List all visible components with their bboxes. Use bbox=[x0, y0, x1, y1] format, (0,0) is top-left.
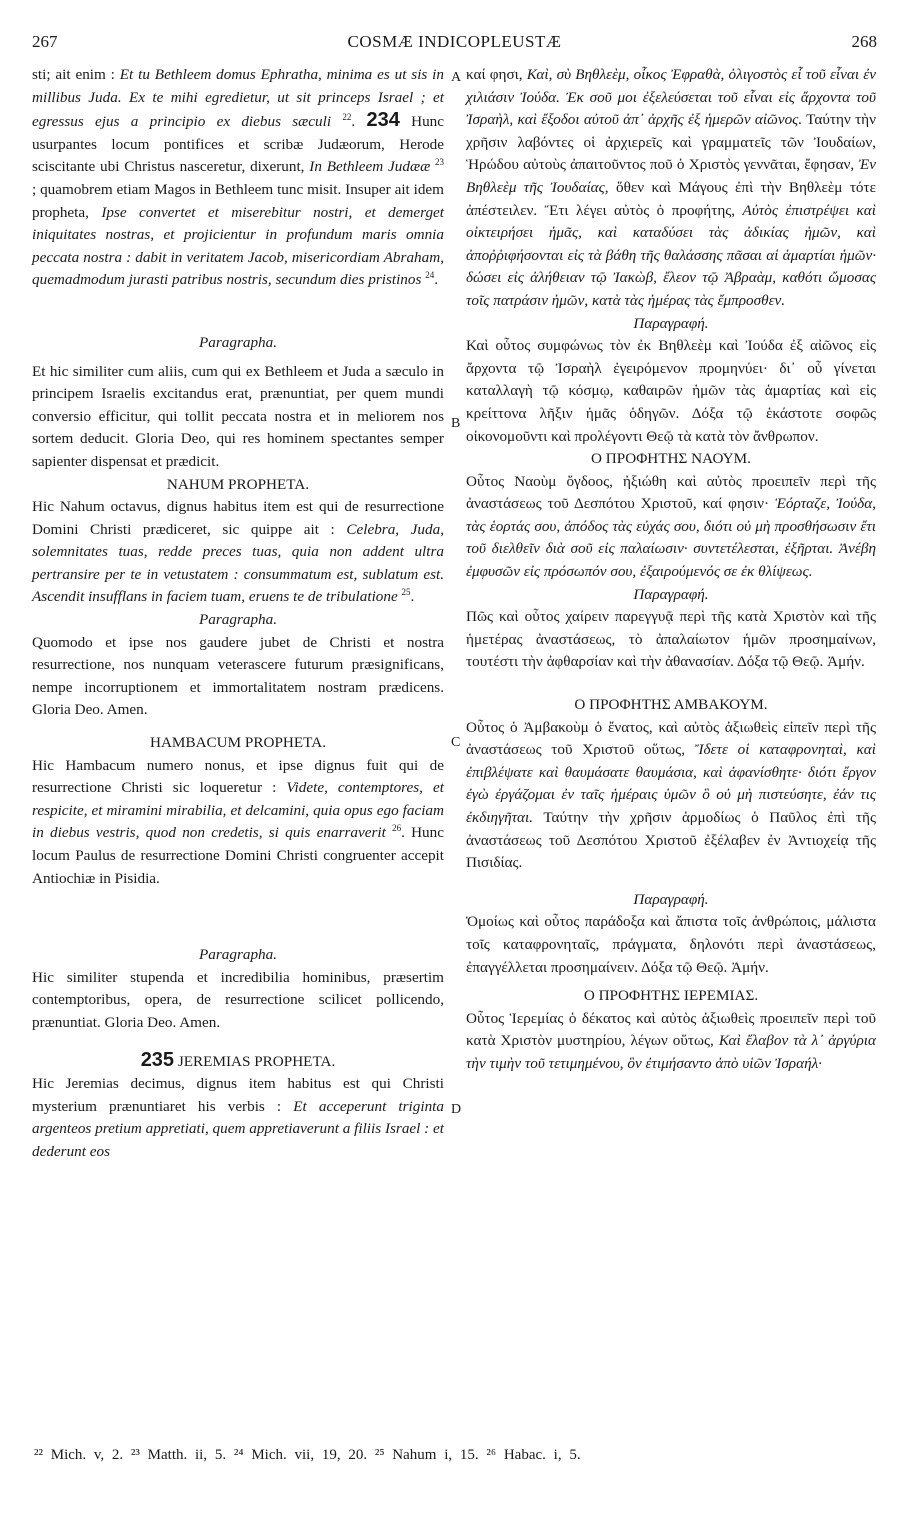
text: Οὗτος Ναοὺμ ὄγδοος, ἠξιώθη καὶ αὐτὸς προειπεῖν περὶ τῆς ἀναστάσεως τοῦ Δεσπότου Χριστοῦ, καί φησιν· bbox=[466, 472, 876, 513]
quotation: Celebra, Juda, solemnitates tuas, redde preces tuas, quia non addent ultra pertransire per te in vetustatem : consummatum est, sublatum est. Ascendit insufflans in faciem tuam, eruens te de tribulatione bbox=[32, 520, 444, 606]
quotation: In Bethleem Judææ bbox=[309, 158, 431, 176]
text: Hunc locum Paulus de resurrectione Domini Christi congruenter accepit Antiochiæ in Pisidia. bbox=[32, 824, 444, 887]
greek-paragraph: Καὶ οὗτος συμφώνως τὸν ἐκ Βηθλεὲμ καὶ Ἰούδα ἐξ αἰῶνος εἰς ἄρχοντα τῷ Ἰσραὴλ ἐγειρόμενον προμηνύει· δι᾽ οὗ γίνεται καταλλαγὴ τῷ κόσμῳ, καθαιρῶν ἡμῶν τὰς ἁμαρτίας καὶ εἰς κρείττονα λῆξιν ἡμᾶς ὁδηγῶν. Δόξα τῷ ἑκάστοτε σοφῶς οἰκονομοῦντι καὶ προλέγοντι Θεῷ τὰ κατὰ τὸν ἄνθρωπον. bbox=[466, 337, 876, 445]
footnote-ref: 22 bbox=[342, 112, 352, 123]
heading-text: JEREMIAS PROPHETA. bbox=[174, 1052, 336, 1070]
greek-paragraph: Ὁμοίως καὶ οὗτος παράδοξα καὶ ἄπιστα τοῖς ἀνθρώποις, μάλιστα τοῖς καταφρονηταῖς, πράγματα, δηλονότι περὶ ἀναστάσεως, ἐπαγγέλλεται προσημαίνειν. Δόξα τῷ Θεῷ. Ἀμήν. bbox=[466, 913, 876, 976]
running-title: COSMÆ INDICOPLEUSTÆ bbox=[347, 32, 562, 51]
text: ; quamobrem etiam Magos in Bethleem tunc misit. Insuper ait idem propheta, bbox=[32, 180, 444, 221]
quotation: Αὐτὸς ἐπιστρέψει καὶ οἰκτειρήσει ἡμᾶς, καὶ καταδύσει τὰς ἀδικίας ἡμῶν, καὶ ἀποῤῥιφήσονται εἰς τὰ βάθη τῆς θαλάσσης πᾶσαι αἱ ἁμαρτίαι ἡμῶν· δώσει εἰς ἀλήθειαν τῷ Ἰακὼβ, ἔλεον τῷ Ἀβραὰμ, καθότι ὤμοσας τοῖς πατράσιν ἡμῶν, κατὰ τὰς ἡμέρας τὰς ἔμπροσθεν. bbox=[466, 201, 876, 309]
margin-marker-c: C bbox=[451, 735, 461, 750]
latin-paragraph: Quomodo et ipse nos gaudere jubet de Christi et nostra resurrectione, nos nunquam veterascere futurum præsignificans, nempe incorruptionem et immortalitatem nostram prædicens. Gloria Deo. Amen. bbox=[32, 633, 444, 719]
quotation: Ἐν Βηθλεὲμ τῆς Ἰουδαίας, bbox=[466, 156, 876, 196]
footnote-ref: 24 bbox=[425, 270, 435, 281]
page-number-right: 268 bbox=[851, 32, 877, 51]
text: καί φησι, bbox=[466, 66, 527, 83]
text: Hic Hambacum numero nonus, et ipse dignus fuit qui de resurrectione Christi sic loqueretur : bbox=[32, 756, 444, 797]
footnote-ref: 23 bbox=[435, 157, 445, 168]
paragraphe-heading: Παραγραφή. bbox=[633, 314, 709, 332]
section-heading-ambakoum: Ο ΠΡΟΦΗΤΗΣ ΑΜΒΑΚΟΥΜ. bbox=[574, 696, 768, 714]
paragraphe-heading: Παραγραφή. bbox=[633, 890, 709, 908]
section-heading-naoum: Ο ΠΡΟΦΗΤΗΣ ΝΑΟΥΜ. bbox=[591, 450, 751, 468]
quotation: Καὶ, σὺ Βηθλεὲμ, οἶκος Ἐφραθὰ, ὀλιγοστὸς εἶ τοῦ εἶναι ἐν χιλιάσιν Ἰούδα. Ἐκ σοῦ μοι ἐξελεύσεται τοῦ εἶναι εἰς ἄρχοντα τοῦ Ἰσραὴλ, καὶ ἔξοδοι αὐτοῦ ἀπ᾽ ἀρχῆς ἐξ ἡμερῶν αἰῶνος. bbox=[466, 66, 876, 129]
margin-marker-d: D bbox=[451, 1102, 462, 1117]
text: Ταύτην τὴν χρῆσιν λαβόντες οἱ ἀρχιερεῖς καὶ γραμματεῖς τῶν Ἰουδαίων, Ἡρώδου αὐτοὺς ἀπαιτοῦντος ποῦ ὁ Χριστὸς γεννᾶται, ἔφησαν, bbox=[466, 111, 876, 174]
quotation: Et tu Bethleem domus Ephratha, minima es ut sis in millibus Juda. Ex te mihi egredietur, ut sit princeps Israel ; et egressus ejus a principio ex diebus sæculi bbox=[32, 66, 444, 131]
section-heading-nahum: NAHUM PROPHETA. bbox=[166, 475, 310, 493]
section-heading-ieremias: Ο ΠΡΟΦΗΤΗΣ ΙΕΡΕΜΙΑΣ. bbox=[583, 987, 759, 1005]
column-number: 235 bbox=[140, 1048, 175, 1071]
quotation: Et acceperunt triginta argenteos pretium appretiati, quem appretiaverunt a filiis Israel : et dederunt eos bbox=[32, 1097, 444, 1160]
text: Hunc usurpantes locum pontifices et scribæ Judæorum, Herode sciscitante ubi Christus nasceretur, dixerunt, bbox=[32, 113, 444, 176]
greek-paragraph bbox=[466, 471, 876, 584]
text: Hic Jeremias decimus, dignus item habitus est qui Christi mysterium prænuntiaret his verbis : bbox=[32, 1075, 444, 1115]
margin-marker-b: B bbox=[451, 416, 461, 431]
text: Hic Nahum octavus, dignus habitus item est qui de resurrectione Domini Christi prædiceret, sic quippe ait : bbox=[32, 498, 444, 538]
footnotes: ²² Mich. v, 2. ²³ Matth. ii, 5. ²⁴ Mich. vii, 19, 20. ²⁵ Nahum i, 15. ²⁶ Habac. i, 5. bbox=[34, 1447, 581, 1463]
quotation: Ipse convertet et miserebitur nostri, et demerget iniquitates nostras, et projicientur in profundum maris omnia peccata nostra : dabit in veritatem Jacob, misericordiam Abraham, quemadmodum jurasti patribus nostris, secundum dies pristinos bbox=[32, 203, 444, 289]
paragrapha-heading: Paragrapha. bbox=[198, 946, 278, 964]
text: Οὗτος ὁ Ἀμβακοὺμ ὁ ἔνατος, καὶ αὐτὸς ἀξιωθεὶς εἰπεῖν περὶ τῆς ἀναστάσεως τοῦ Χριστοῦ οὕτως, bbox=[466, 718, 876, 759]
section-heading-hambacum: HAMBACUM PROPHETA. bbox=[150, 734, 326, 752]
paragraphe-heading: Παραγραφή. bbox=[633, 585, 709, 603]
text: ὅθεν καὶ Μάγους ἐπὶ τὴν Βηθλεὲμ τότε ἀπέστειλεν. Ἔτι λέγει αὐτὸς ὁ προφήτης, bbox=[466, 178, 876, 219]
latin-paragraph: Et hic similiter cum aliis, cum qui ex Bethleem et Juda a sæculo in principem Israelis excitandus erat, prænuntiat, per quem mundi conversio efficitur, qui tollit peccata nostra et in meliorem nos sortem deducit. Gloria Deo, qui res hominem spectantes semper sapienter dispensat et prædicit. bbox=[32, 362, 444, 470]
latin-paragraph: sti; ait enim : Et tu Bethleem domus Ephratha, minima es ut sis in millibus Juda. Ex te mihi egredietur, ut sit princeps Israel ; et egressus ejus a principio ex diebus sæculi $^{22}$. 234 Hunc usurpantes locum pontifices et scribæ Judæorum, Herode sciscitante ubi Christus nasceretur, dixerunt, In Bethleem Judææ $^{23}$ ; quamobrem etiam Magos in Bethleem tunc misit. Insuper ait idem propheta, Ipse convertet et miserebitur nostri, et demerget iniquitates nostras, et projicientur in profundum maris omnia peccata nostra : dabit in veritatem Jacob, misericordiam Abraham, quemadmodum jurasti patribus nostris, secundum dies pristinos $^{24}$. bbox=[32, 66, 445, 289]
text: sti; ait enim : bbox=[32, 66, 120, 83]
latin-paragraph bbox=[32, 1073, 444, 1163]
footnote-ref: 26 bbox=[392, 823, 402, 834]
quotation: Καὶ ἔλαβον τὰ λ᾽ ἀργύρια τὴν τιμὴν τοῦ τετιμημένου, ὃν ἐτιμήσαντο ἀπὸ υἱῶν Ἰσραήλ· bbox=[466, 1032, 876, 1072]
quotation: Videte, contemptores, et respicite, et miramini mirabilia, et delcamini, quia opus ego faciam in diebus vestris, quod non credetis, si quis enarraverit bbox=[32, 779, 444, 842]
page-header bbox=[32, 32, 877, 58]
latin-column bbox=[32, 64, 444, 1164]
quotation: Ἴδετε οἱ καταφρονηταὶ, καὶ ἐπιβλέψατε καὶ θαυμάσατε θαυμάσια, καὶ ἀφανίσθητε· διότι ἔργον ἐγὼ ἐργάζομαι ἐν ταῖς ἡμέραις ὑμῶν ὃ οὐ μὴ πιστεύσητε, ἐάν τις ἐκδιηγῆται. bbox=[466, 741, 876, 826]
section-heading-jeremias bbox=[32, 1049, 444, 1074]
latin-paragraph: Hic Nahum octavus, dignus habitus item est qui de resurrectione Domini Christi prædiceret, sic quippe ait : Celebra, Juda, solemnitates tuas, redde preces tuas, quia non addent ultra pertransire per te in vetustatem : consummatum est, sublatum est. Ascendit insufflans in faciem tuam, eruens te de tribulatione $^{25}$. bbox=[32, 498, 444, 606]
latin-paragraph: Hic Hambacum numero nonus, et ipse dignus fuit qui de resurrectione Christi sic loqueretur : Videte, contemptores, et respicite, et miramini mirabilia, et delcamini, quia opus ego faciam in diebus vestris, quod non credetis, si quis enarraverit $^{26}$. Hunc locum Paulus de resurrectione Domini Christi congruenter accepit Antiochiæ in Pisidia. bbox=[32, 756, 444, 887]
paragrapha-heading: Paragrapha. bbox=[198, 333, 278, 351]
greek-column bbox=[466, 64, 876, 1076]
margin-marker-a: A bbox=[451, 70, 462, 85]
greek-paragraph bbox=[466, 1008, 876, 1076]
paragrapha-heading: Paragrapha. bbox=[198, 611, 278, 629]
latin-paragraph: Hic similiter stupenda et incredibilia hominibus, præsertim contemptoribus, opera, de resurrectione scilicet pollicendo, prænuntiat. Gloria Deo. Amen. bbox=[32, 968, 444, 1031]
footnote-ref: 25 bbox=[401, 587, 411, 598]
text: Οὗτος Ἱερεμίας ὁ δέκατος καὶ αὐτὸς ἀξιωθεὶς προειπεῖν περὶ τοῦ κατὰ Χριστὸν μυστηρίου, λέγων οὕτως, bbox=[466, 1009, 876, 1050]
greek-paragraph bbox=[466, 64, 876, 313]
quotation: Ἑόρταζε, Ἰούδα, τὰς ἑορτάς σου, ἀπόδος τὰς εὐχάς σου, διότι οὐ μὴ προσθήσωσιν ἔτι τοῦ διελθεῖν διὰ σοῦ εἰς παλαίωσιν· συντετέλεσται, ἐξῆρται. Ἀνέβη ἐμφυσῶν εἰς πρόσωπόν σου, ἐξαιρούμενός σε ἐκ θλίψεως. bbox=[466, 495, 877, 581]
page-number-left: 267 bbox=[32, 32, 58, 51]
greek-paragraph bbox=[466, 717, 876, 875]
column-number: 234 bbox=[366, 109, 400, 132]
text: Ταύτην τὴν χρῆσιν ἁρμοδίως ὁ Παῦλος ἐπὶ τῆς ἀναστάσεως τοῦ Δεσπότου Χριστοῦ ἐξέλαβεν ἐν Ἀντιοχείᾳ τῆς Πισιδίας. bbox=[466, 809, 876, 872]
greek-paragraph: Πῶς καὶ οὗτος χαίρειν παρεγγυᾷ περὶ τῆς κατὰ Χριστὸν καὶ τῆς ἡμετέρας ἀναστάσεως, τὸ ἀπαλαίωτον ἡμῶν προσημαίνων, τουτέστι τὴν ἀφθαρσίαν καὶ τὴν ἀθανασίαν. Δόξα τῷ Θεῷ. Ἀμήν. bbox=[466, 608, 876, 671]
